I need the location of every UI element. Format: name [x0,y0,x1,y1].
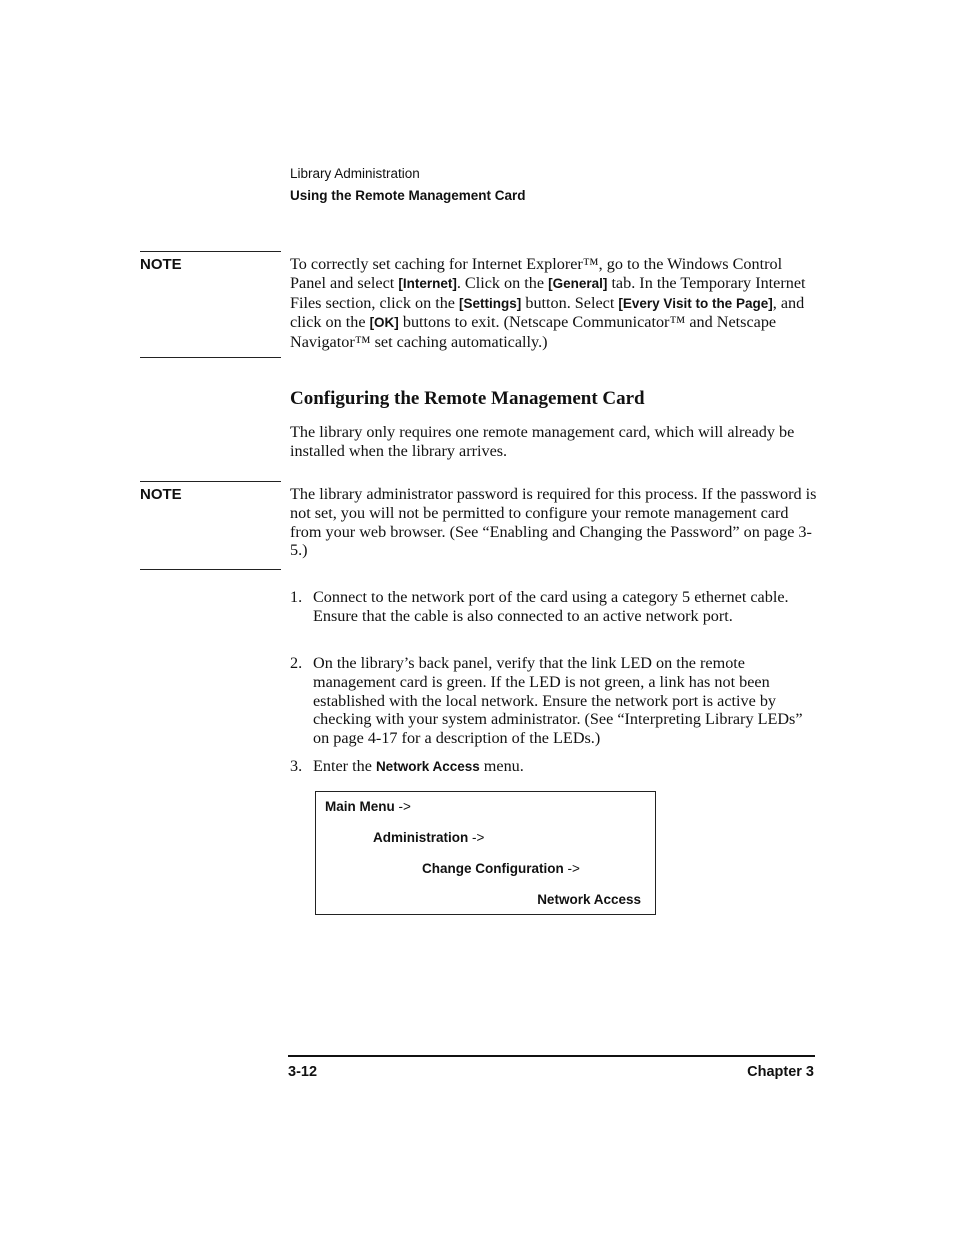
chapter-label: Chapter 3 [747,1064,814,1080]
step-text: Connect to the network port of the card using a category 5 ethernet cable. Ensure that the cable is also connected to an active network port. [313,588,789,625]
menu-path-main-menu: Main Menu -> [325,799,411,814]
list-item [290,588,820,626]
ui-label-settings: [Settings] [459,295,522,311]
running-header-section: Library Administration [290,166,420,181]
step-number: 1. [290,588,303,606]
note-label: NOTE [140,486,182,503]
note-top-rule [140,481,281,482]
menu-path-network-access: Network Access [537,892,641,907]
ui-label-ok: [OK] [369,315,399,331]
ui-label-network-access: Network Access [375,759,480,774]
page-number: 3-12 [288,1064,318,1080]
footer-rule [288,1055,815,1057]
note-label: NOTE [140,256,182,273]
step-number: 2. [290,654,303,672]
ui-label-general: [General] [548,275,608,291]
step-text: Enter the Network Access menu. [313,757,524,775]
list-item [290,757,820,777]
section-intro: The library only requires one remote management card, which will already be installed when the library arrives. [290,423,795,460]
note-bottom-rule [140,357,281,358]
menu-path-administration: Administration -> [373,830,485,845]
step-number: 3. [290,757,303,775]
note-caching-text: To correctly set caching for Internet Explorer™, go to the Windows Control Panel and select [Internet]. Click on the [General] tab. In the Temporary Internet Files section, click on the [Settings] button. Select [Every Visit to the Page], and click on the [OK] buttons to exit. (Netscape Communicator™ and Netscape Navigator™ set caching automatically.) [290,255,806,352]
note-top-rule [140,251,281,252]
list-item [290,654,820,748]
running-header-subsection: Using the Remote Management Card [290,188,526,203]
ui-label-internet: [Internet] [398,275,457,291]
note-bottom-rule [140,569,281,570]
ui-label-every-visit: [Every Visit to the Page] [618,295,773,311]
menu-path-box [315,791,656,915]
step-text: On the library’s back panel, verify that the link LED on the remote management card is green. If the LED is not green, a link has not been established with the local network. Ensure the network port is active by checking with your system administrator. (See “Interpreting Library LEDs” on page 4-17 for a description of the LEDs.) [313,654,803,748]
section-heading: Configuring the Remote Management Card [290,388,645,409]
menu-path-change-configuration: Change Configuration -> [422,861,580,876]
note-password-text: The library administrator password is required for this process. If the password is not set, you will not be permitted to configure your remote management card from your web browser. (See “Enabling and Changing the Password” on page 3-5.) [290,485,817,560]
